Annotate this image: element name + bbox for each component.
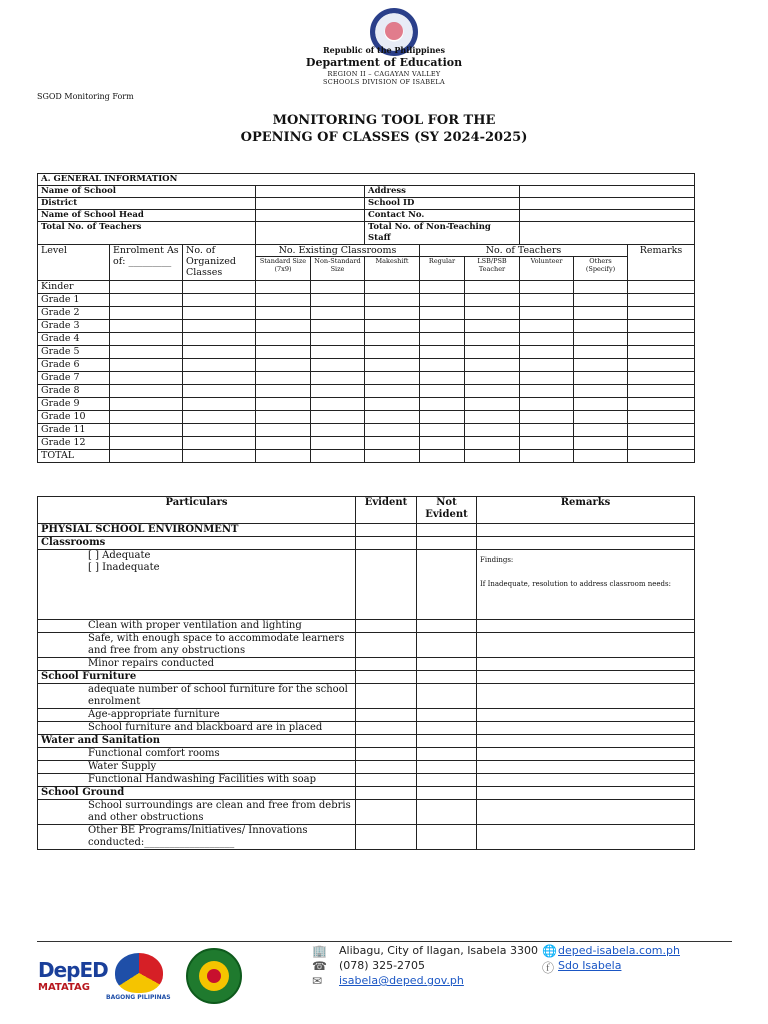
inadequate-checkbox[interactable]: [ ] Inadequate	[88, 562, 160, 573]
data-cell[interactable]	[420, 372, 465, 385]
division-label: SCHOOLS DIVISION OF ISABELA	[323, 78, 445, 86]
data-cell[interactable]	[256, 385, 311, 398]
level-label: Grade 3	[38, 320, 110, 333]
data-cell[interactable]	[311, 450, 365, 463]
remarks-cell[interactable]	[477, 748, 695, 761]
data-cell[interactable]	[110, 385, 183, 398]
remarks-cell[interactable]	[477, 537, 695, 550]
col-level: Level	[38, 245, 110, 281]
data-cell[interactable]	[183, 359, 256, 372]
data-cell[interactable]	[465, 450, 520, 463]
section-physical-environment: PHYSIAL SCHOOL ENVIRONMENT	[38, 524, 356, 537]
data-cell[interactable]	[628, 450, 695, 463]
table-row	[38, 424, 695, 437]
evident-cell[interactable]	[356, 722, 417, 735]
name-of-school-field[interactable]	[256, 186, 365, 198]
data-cell[interactable]	[365, 372, 420, 385]
evident-cell[interactable]	[356, 825, 417, 850]
evident-cell[interactable]	[356, 735, 417, 748]
data-cell[interactable]	[520, 333, 574, 346]
not-evident-cell[interactable]	[417, 524, 477, 537]
data-cell[interactable]	[311, 424, 365, 437]
data-cell[interactable]	[311, 359, 365, 372]
data-cell[interactable]	[365, 307, 420, 320]
checklist-table	[37, 496, 695, 850]
evident-cell[interactable]	[356, 524, 417, 537]
data-cell[interactable]	[256, 294, 311, 307]
envelope-icon: ✉	[312, 974, 323, 988]
data-cell[interactable]	[574, 294, 628, 307]
data-cell[interactable]	[110, 346, 183, 359]
footer-divider	[37, 941, 732, 942]
item-surroundings: School surroundings are clean and free from debris and other obstructions	[38, 800, 356, 825]
evident-cell[interactable]	[356, 761, 417, 774]
matatag-logo-text: MATATAG	[38, 982, 90, 993]
level-label: Grade 2	[38, 307, 110, 320]
evident-cell[interactable]	[356, 800, 417, 825]
data-cell[interactable]	[110, 398, 183, 411]
sub-regular: Regular	[420, 257, 465, 281]
data-cell[interactable]	[628, 437, 695, 450]
sub-lsb-psb: LSB/PSB Teacher	[465, 257, 520, 281]
data-cell[interactable]	[465, 346, 520, 359]
not-evident-cell[interactable]	[417, 787, 477, 800]
evident-cell[interactable]	[356, 684, 417, 709]
evident-cell[interactable]	[356, 620, 417, 633]
item-blackboard: School furniture and blackboard are in placed	[38, 722, 356, 735]
data-cell[interactable]	[256, 281, 311, 294]
data-cell[interactable]	[465, 294, 520, 307]
data-cell[interactable]	[183, 398, 256, 411]
data-cell[interactable]	[465, 333, 520, 346]
remarks-cell[interactable]	[477, 735, 695, 748]
subsection-school-furniture: School Furniture	[38, 671, 356, 684]
table-row	[38, 294, 695, 307]
data-cell[interactable]	[365, 385, 420, 398]
data-cell[interactable]	[365, 320, 420, 333]
item-comfort-rooms: Functional comfort rooms	[38, 748, 356, 761]
data-cell[interactable]	[574, 424, 628, 437]
address-label: Address	[365, 186, 520, 198]
data-cell[interactable]	[574, 411, 628, 424]
item-furniture-count: adequate number of school furniture for the school enrolment	[38, 684, 356, 709]
data-cell[interactable]	[365, 398, 420, 411]
item-safe: Safe, with enough space to accommodate learners and free from any obstructions	[38, 633, 356, 658]
data-cell[interactable]	[311, 281, 365, 294]
data-cell[interactable]	[628, 385, 695, 398]
data-cell[interactable]	[520, 437, 574, 450]
item-minor-repairs: Minor repairs conducted	[38, 658, 356, 671]
item-be-programs: Other BE Programs/Initiatives/ Innovations conducted:__________________	[38, 825, 356, 850]
name-of-school-label: Name of School	[38, 186, 256, 198]
remarks-cell[interactable]	[477, 658, 695, 671]
data-cell[interactable]	[520, 281, 574, 294]
data-cell[interactable]	[520, 346, 574, 359]
data-cell[interactable]	[574, 333, 628, 346]
data-cell[interactable]	[183, 346, 256, 359]
subsection-water-sanitation: Water and Sanitation	[38, 735, 356, 748]
sub-non-standard: Non-Standard Size	[311, 257, 365, 281]
data-cell[interactable]	[365, 411, 420, 424]
data-cell[interactable]	[110, 424, 183, 437]
district-label: District	[38, 198, 256, 210]
remarks-cell[interactable]	[477, 800, 695, 825]
data-cell[interactable]	[520, 307, 574, 320]
level-label: TOTAL	[38, 450, 110, 463]
bagong-pilipinas-text: BAGONG PILIPINAS	[106, 994, 171, 1001]
not-evident-cell[interactable]	[417, 550, 477, 620]
school-head-label: Name of School Head	[38, 210, 256, 222]
data-cell[interactable]	[574, 281, 628, 294]
section-title: A. GENERAL INFORMATION	[38, 174, 695, 186]
col-no-of-teachers: No. of Teachers	[420, 245, 628, 257]
table-row	[38, 333, 695, 346]
data-cell[interactable]	[465, 437, 520, 450]
data-cell[interactable]	[465, 424, 520, 437]
data-cell[interactable]	[110, 411, 183, 424]
evident-cell[interactable]	[356, 748, 417, 761]
not-evident-cell[interactable]	[417, 735, 477, 748]
data-cell[interactable]	[420, 411, 465, 424]
remarks-cell[interactable]	[477, 524, 695, 537]
data-cell[interactable]	[256, 346, 311, 359]
evident-cell[interactable]	[356, 787, 417, 800]
data-cell[interactable]	[365, 437, 420, 450]
data-cell[interactable]	[420, 346, 465, 359]
republic-label: Republic of the Philippines	[322, 45, 445, 55]
data-cell[interactable]	[311, 398, 365, 411]
page-title-line2: OPENING OF CLASSES (SY 2024-2025)	[240, 130, 528, 145]
evident-cell[interactable]	[356, 550, 417, 620]
data-cell[interactable]	[256, 424, 311, 437]
non-teaching-label: Total No. of Non-Teaching Staff	[365, 222, 520, 245]
data-cell[interactable]	[311, 437, 365, 450]
data-cell[interactable]	[256, 320, 311, 333]
deped-logo-text: DepED	[38, 958, 108, 982]
col-not-evident: Not Evident	[417, 497, 477, 524]
col-remarks: Remarks	[477, 497, 695, 524]
data-cell[interactable]	[183, 437, 256, 450]
level-label: Kinder	[38, 281, 110, 294]
district-field[interactable]	[256, 198, 365, 210]
not-evident-cell[interactable]	[417, 748, 477, 761]
data-cell[interactable]	[183, 333, 256, 346]
data-cell[interactable]	[628, 359, 695, 372]
data-cell[interactable]	[311, 320, 365, 333]
not-evident-cell[interactable]	[417, 684, 477, 709]
not-evident-cell[interactable]	[417, 658, 477, 671]
data-cell[interactable]	[110, 320, 183, 333]
table-row	[38, 372, 695, 385]
sub-standard-size: Standard Size (7x9)	[256, 257, 311, 281]
data-cell[interactable]	[110, 307, 183, 320]
data-cell[interactable]	[420, 333, 465, 346]
data-cell[interactable]	[311, 372, 365, 385]
table-row	[38, 281, 695, 294]
data-cell[interactable]	[183, 411, 256, 424]
data-cell[interactable]	[520, 372, 574, 385]
data-cell[interactable]	[311, 307, 365, 320]
data-cell[interactable]	[256, 359, 311, 372]
not-evident-cell[interactable]	[417, 761, 477, 774]
data-cell[interactable]	[520, 320, 574, 333]
data-cell[interactable]	[465, 307, 520, 320]
level-label: Grade 8	[38, 385, 110, 398]
remarks-cell[interactable]	[477, 722, 695, 735]
data-cell[interactable]	[628, 424, 695, 437]
data-cell[interactable]	[365, 333, 420, 346]
data-cell[interactable]	[365, 281, 420, 294]
table-row	[38, 437, 695, 450]
facebook-icon: ⓕ	[542, 961, 555, 975]
footer-facebook-link[interactable]: Sdo Isabela	[558, 959, 622, 972]
data-cell[interactable]	[574, 372, 628, 385]
data-cell[interactable]	[574, 437, 628, 450]
level-label: Grade 10	[38, 411, 110, 424]
data-cell[interactable]	[110, 333, 183, 346]
data-cell[interactable]	[420, 398, 465, 411]
school-head-field[interactable]	[256, 210, 365, 222]
data-cell[interactable]	[628, 333, 695, 346]
bagong-pilipinas-logo	[115, 953, 163, 993]
evident-cell[interactable]	[356, 658, 417, 671]
footer-phone: (078) 325-2705	[339, 959, 426, 972]
col-existing-classrooms: No. Existing Classrooms	[256, 245, 420, 257]
level-label: Grade 7	[38, 372, 110, 385]
data-cell[interactable]	[520, 398, 574, 411]
data-cell[interactable]	[183, 385, 256, 398]
sdo-isabela-seal-icon	[186, 948, 242, 1004]
data-cell[interactable]	[574, 346, 628, 359]
data-cell[interactable]	[256, 372, 311, 385]
table-row	[38, 411, 695, 424]
level-label: Grade 4	[38, 333, 110, 346]
data-cell[interactable]	[628, 346, 695, 359]
data-cell[interactable]	[628, 411, 695, 424]
data-cell[interactable]	[465, 281, 520, 294]
data-cell[interactable]	[465, 320, 520, 333]
data-cell[interactable]	[256, 411, 311, 424]
subsection-school-ground: School Ground	[38, 787, 356, 800]
data-cell[interactable]	[628, 307, 695, 320]
data-cell[interactable]	[574, 320, 628, 333]
data-cell[interactable]	[574, 385, 628, 398]
table-row	[38, 307, 695, 320]
remarks-cell[interactable]	[477, 684, 695, 709]
col-remarks: Remarks	[628, 245, 695, 281]
data-cell[interactable]	[183, 320, 256, 333]
level-label: Grade 6	[38, 359, 110, 372]
data-cell[interactable]	[256, 437, 311, 450]
data-cell[interactable]	[574, 398, 628, 411]
data-cell[interactable]	[420, 385, 465, 398]
item-clean: Clean with proper ventilation and lighting	[38, 620, 356, 633]
data-cell[interactable]	[420, 450, 465, 463]
data-cell[interactable]	[420, 359, 465, 372]
sub-makeshift: Makeshift	[365, 257, 420, 281]
data-cell[interactable]	[183, 424, 256, 437]
evident-cell[interactable]	[356, 537, 417, 550]
footer-email-link[interactable]: isabela@deped.gov.ph	[339, 974, 464, 987]
footer-website-link[interactable]: deped-isabela.com.ph	[558, 944, 680, 957]
department-label: Department of Education	[305, 56, 463, 69]
data-cell[interactable]	[628, 294, 695, 307]
not-evident-cell[interactable]	[417, 620, 477, 633]
region-label: REGION II – CAGAYAN VALLEY	[327, 70, 441, 78]
data-cell[interactable]	[420, 294, 465, 307]
col-evident: Evident	[356, 497, 417, 524]
remarks-cell[interactable]	[477, 825, 695, 850]
remarks-cell[interactable]	[477, 774, 695, 787]
address-field[interactable]	[520, 186, 695, 198]
data-cell[interactable]	[420, 437, 465, 450]
data-cell[interactable]	[465, 385, 520, 398]
data-cell[interactable]	[628, 372, 695, 385]
table-row	[38, 385, 695, 398]
data-cell[interactable]	[256, 450, 311, 463]
data-cell[interactable]	[365, 346, 420, 359]
contact-no-field[interactable]	[520, 210, 695, 222]
not-evident-cell[interactable]	[417, 774, 477, 787]
remarks-cell[interactable]	[477, 671, 695, 684]
data-cell[interactable]	[420, 320, 465, 333]
not-evident-cell[interactable]	[417, 722, 477, 735]
evident-cell[interactable]	[356, 633, 417, 658]
data-cell[interactable]	[110, 372, 183, 385]
item-water-supply: Water Supply	[38, 761, 356, 774]
data-cell[interactable]	[520, 294, 574, 307]
remarks-cell[interactable]	[477, 709, 695, 722]
data-cell[interactable]	[183, 372, 256, 385]
table-row	[38, 398, 695, 411]
not-evident-cell[interactable]	[417, 825, 477, 850]
item-handwashing: Functional Handwashing Facilities with soap	[38, 774, 356, 787]
total-teachers-field[interactable]	[256, 222, 365, 245]
data-cell[interactable]	[574, 359, 628, 372]
col-enrolment: Enrolment As of: _________	[110, 245, 183, 281]
data-cell[interactable]	[311, 411, 365, 424]
item-age-appropriate: Age-appropriate furniture	[38, 709, 356, 722]
table-row	[38, 450, 695, 463]
evident-cell[interactable]	[356, 774, 417, 787]
data-cell[interactable]	[256, 333, 311, 346]
data-cell[interactable]	[628, 398, 695, 411]
data-cell[interactable]	[110, 437, 183, 450]
col-particulars: Particulars	[38, 497, 356, 524]
table-row	[38, 346, 695, 359]
general-info-table	[37, 173, 695, 463]
evident-cell[interactable]	[356, 671, 417, 684]
sub-others: Others (Specify)	[574, 257, 628, 281]
not-evident-cell[interactable]	[417, 800, 477, 825]
adequate-checkbox[interactable]: [ ] Adequate	[88, 550, 151, 561]
data-cell[interactable]	[520, 359, 574, 372]
data-cell[interactable]	[574, 307, 628, 320]
data-cell[interactable]	[183, 294, 256, 307]
deped-matatag-logo	[38, 958, 108, 993]
table-row	[38, 359, 695, 372]
data-cell[interactable]	[110, 281, 183, 294]
not-evident-cell[interactable]	[417, 633, 477, 658]
data-cell[interactable]	[365, 294, 420, 307]
findings-label: Findings:	[480, 556, 514, 564]
remarks-cell[interactable]	[477, 620, 695, 633]
school-id-field[interactable]	[520, 198, 695, 210]
data-cell[interactable]	[311, 333, 365, 346]
data-cell[interactable]	[420, 424, 465, 437]
data-cell[interactable]	[311, 385, 365, 398]
footer-address: Alibagu, City of Ilagan, Isabela 3300	[339, 944, 538, 957]
data-cell[interactable]	[183, 281, 256, 294]
level-label: Grade 12	[38, 437, 110, 450]
data-cell[interactable]	[311, 294, 365, 307]
level-label: Grade 5	[38, 346, 110, 359]
level-label: Grade 11	[38, 424, 110, 437]
data-cell[interactable]	[520, 450, 574, 463]
col-organized-classes: No. of Organized Classes	[183, 245, 256, 281]
data-cell[interactable]	[465, 411, 520, 424]
evident-cell[interactable]	[356, 709, 417, 722]
data-cell[interactable]	[628, 320, 695, 333]
data-cell[interactable]	[110, 450, 183, 463]
data-cell[interactable]	[520, 424, 574, 437]
data-cell[interactable]	[311, 346, 365, 359]
data-cell[interactable]	[183, 450, 256, 463]
building-icon: 🏢	[312, 944, 327, 958]
data-cell[interactable]	[420, 307, 465, 320]
data-cell[interactable]	[465, 372, 520, 385]
data-cell[interactable]	[110, 294, 183, 307]
data-cell[interactable]	[110, 359, 183, 372]
data-cell[interactable]	[465, 359, 520, 372]
not-evident-cell[interactable]	[417, 709, 477, 722]
remarks-cell[interactable]	[477, 633, 695, 658]
contact-no-label: Contact No.	[365, 210, 520, 222]
non-teaching-field[interactable]	[520, 222, 695, 245]
total-teachers-label: Total No. of Teachers	[38, 222, 256, 245]
not-evident-cell[interactable]	[417, 537, 477, 550]
school-id-label: School ID	[365, 198, 520, 210]
not-evident-cell[interactable]	[417, 671, 477, 684]
phone-icon: ☎	[312, 959, 327, 973]
sub-volunteer: Volunteer	[520, 257, 574, 281]
subsection-classrooms: Classrooms	[38, 537, 356, 550]
globe-icon: 🌐	[542, 944, 557, 958]
inadequate-resolution-label: If Inadequate, resolution to address classroom needs:	[480, 580, 671, 588]
data-cell[interactable]	[365, 359, 420, 372]
remarks-cell[interactable]	[477, 787, 695, 800]
data-cell[interactable]	[365, 450, 420, 463]
data-cell[interactable]	[420, 281, 465, 294]
table-row	[38, 320, 695, 333]
data-cell[interactable]	[365, 424, 420, 437]
data-cell[interactable]	[574, 450, 628, 463]
data-cell[interactable]	[465, 398, 520, 411]
data-cell[interactable]	[520, 385, 574, 398]
data-cell[interactable]	[256, 398, 311, 411]
remarks-cell[interactable]	[477, 761, 695, 774]
form-label: SGOD Monitoring Form	[37, 92, 134, 101]
data-cell[interactable]	[256, 307, 311, 320]
data-cell[interactable]	[628, 281, 695, 294]
level-label: Grade 1	[38, 294, 110, 307]
data-cell[interactable]	[183, 307, 256, 320]
page-title-line1: MONITORING TOOL FOR THE	[272, 113, 496, 128]
data-cell[interactable]	[520, 411, 574, 424]
level-label: Grade 9	[38, 398, 110, 411]
